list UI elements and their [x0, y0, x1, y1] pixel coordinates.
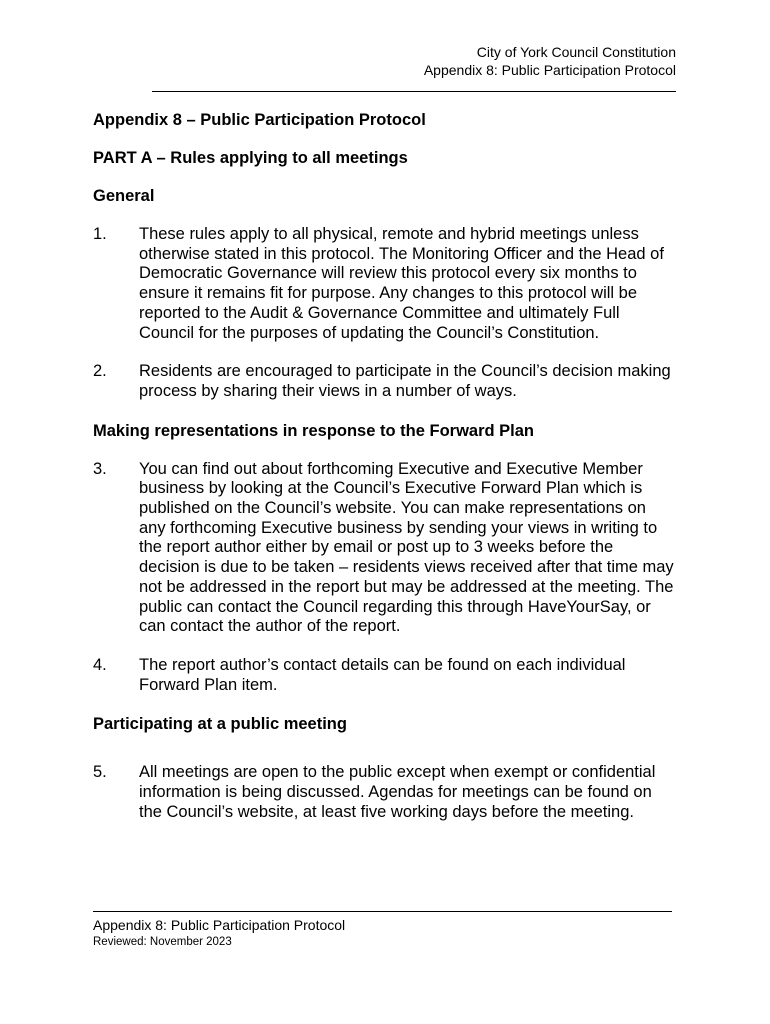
header-appendix-title: Appendix 8: Public Participation Protocol	[423, 62, 676, 78]
footer-appendix-title: Appendix 8: Public Participation Protocol	[93, 917, 346, 933]
page-header	[424, 43, 676, 79]
paragraph	[93, 763, 676, 822]
paragraph	[93, 225, 676, 343]
section-heading-forward-plan: Making representations in response to the Forward Plan	[93, 421, 535, 440]
paragraph-text: All meetings are open to the public except when exempt or confidential information is being discussed. Agendas for meetings can be found on the Council’s website, at least five working days before the meeting.	[139, 763, 656, 821]
paragraph	[93, 362, 676, 401]
footer-divider	[93, 911, 672, 912]
paragraph-number: 1.	[93, 225, 107, 243]
header-constitution-title: City of York Council Constitution	[476, 44, 676, 60]
paragraph-number: 4.	[93, 655, 107, 674]
paragraph-text: These rules apply to all physical, remote and hybrid meetings unless otherwise stated in this protocol. The Monitoring Officer and the Head of Democratic Governance will review this protocol every six months to ensure it remains fit for purpose. Any changes to this protocol will be reported to the Audit & Governance Committee and ultimately Full Council for the purposes of updating the Council’s Constitution.	[139, 225, 664, 342]
header-divider	[152, 91, 676, 92]
section-heading-general: General	[93, 187, 155, 205]
paragraph-number: 2.	[93, 362, 107, 381]
paragraph-number: 3.	[93, 459, 107, 478]
part-a-heading: PART A – Rules applying to all meetings	[93, 149, 408, 167]
document-body	[93, 110, 676, 841]
paragraph-text: Residents are encouraged to participate in the Council’s decision making process by sharing their views in a number of ways.	[139, 362, 671, 400]
paragraph	[93, 460, 676, 637]
paragraph	[93, 656, 676, 695]
paragraph-text: The report author’s contact details can be found on each individual Forward Plan item.	[139, 655, 626, 694]
paragraph-text: You can find out about forthcoming Executive and Executive Member business by looking at the Council’s Executive Forward Plan which is published on the Council’s website. You can make representations on any forthcoming Executive business by sending your views in writing to the report author either by email or post up to 3 weeks before the decision is due to be taken – residents views received after that time may not be addressed in the report but may be addressed at the meeting. The public can contact the Council regarding this through HaveYourSay, or can contact the author of the report.	[139, 459, 674, 636]
paragraph-number: 5.	[93, 763, 107, 782]
section-heading-public-meeting: Participating at a public meeting	[93, 715, 347, 734]
document-title: Appendix 8 – Public Participation Protocol	[93, 111, 426, 129]
footer-reviewed-date: Reviewed: November 2023	[93, 936, 232, 948]
